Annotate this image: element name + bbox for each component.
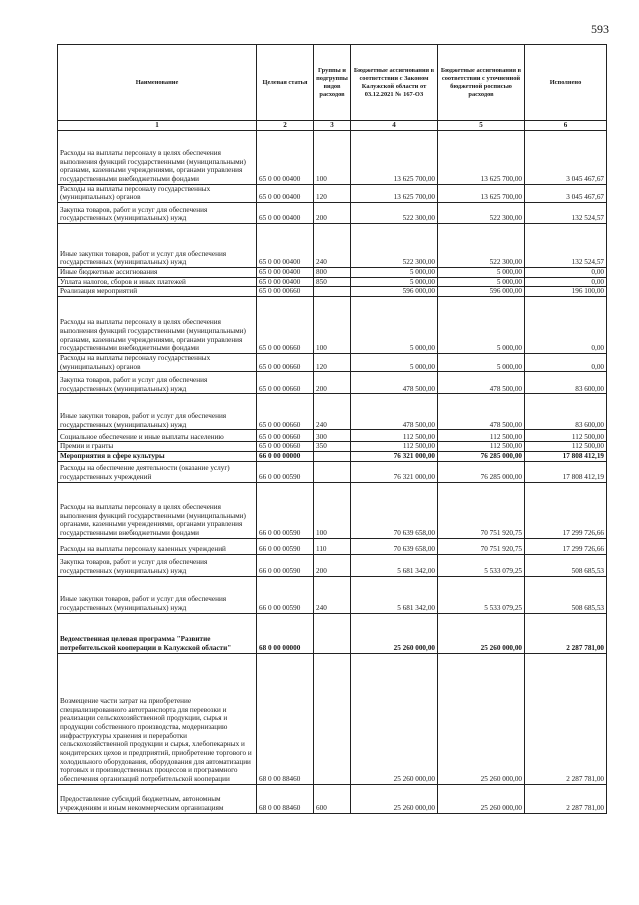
row-budget-revised: 5 000,00 <box>438 277 525 287</box>
row-budget-revised: 5 533 079,25 <box>438 554 525 576</box>
row-target-article: 66 0 00 00590 <box>257 554 314 576</box>
row-budget-revised: 25 260 000,00 <box>438 653 525 784</box>
row-expense-group: 100 <box>314 296 351 353</box>
row-budget-law: 13 625 700,00 <box>351 184 438 202</box>
row-target-article: 68 0 00 88460 <box>257 653 314 784</box>
row-budget-law: 76 321 000,00 <box>351 461 438 482</box>
row-budget-revised: 5 000,00 <box>438 268 525 278</box>
row-budget-revised: 596 000,00 <box>438 287 525 297</box>
row-budget-law: 5 681 342,00 <box>351 576 438 613</box>
row-executed: 196 100,00 <box>525 287 607 297</box>
row-budget-revised: 25 260 000,00 <box>438 613 525 653</box>
row-budget-law: 70 639 658,00 <box>351 538 438 554</box>
row-name: Ведомственная целевая программа "Развитие потребительской кооперации в Калужской области" <box>58 613 257 653</box>
row-name: Расходы на выплаты персоналу государственных (муниципальных) органов <box>58 184 257 202</box>
row-name: Уплата налогов, сборов и иных платежей <box>58 277 257 287</box>
row-expense-group: 110 <box>314 538 351 554</box>
table-row <box>58 784 607 813</box>
table-row <box>58 430 607 442</box>
header-target-article: Целевая статья <box>257 45 314 121</box>
header-budget-law: Бюджетные ассигнования в соответствии с Законом Калужской области от 03.12.2021 № 167-ОЗ <box>351 45 438 121</box>
row-target-article: 65 0 00 00660 <box>257 353 314 371</box>
row-budget-revised: 76 285 000,00 <box>438 461 525 482</box>
row-target-article: 65 0 00 00400 <box>257 277 314 287</box>
column-number: 6 <box>525 121 607 131</box>
row-expense-group: 200 <box>314 372 351 394</box>
row-name: Иные закупки товаров, работ и услуг для обеспечения государственных (муниципальных) нужд <box>58 394 257 430</box>
table-row <box>58 394 607 430</box>
row-budget-revised: 70 751 920,75 <box>438 482 525 538</box>
row-expense-group: 100 <box>314 130 351 184</box>
row-name: Мероприятия в сфере культуры <box>58 451 257 461</box>
row-expense-group: 240 <box>314 224 351 268</box>
row-expense-group <box>314 613 351 653</box>
row-target-article: 68 0 00 88460 <box>257 784 314 813</box>
row-target-article: 65 0 00 00400 <box>257 130 314 184</box>
row-executed: 2 287 781,00 <box>525 784 607 813</box>
row-expense-group: 240 <box>314 394 351 430</box>
row-executed: 2 287 781,00 <box>525 613 607 653</box>
table-row <box>58 224 607 268</box>
row-budget-law: 25 260 000,00 <box>351 653 438 784</box>
table-row <box>58 203 607 224</box>
row-budget-law: 596 000,00 <box>351 287 438 297</box>
row-budget-law: 112 500,00 <box>351 430 438 442</box>
row-target-article: 65 0 00 00400 <box>257 203 314 224</box>
row-target-article: 66 0 00 00590 <box>257 538 314 554</box>
table-row <box>58 482 607 538</box>
row-name: Социальное обеспечение и иные выплаты населению <box>58 430 257 442</box>
row-expense-group: 100 <box>314 482 351 538</box>
row-executed: 0,00 <box>525 353 607 371</box>
row-budget-law: 5 000,00 <box>351 268 438 278</box>
table-row <box>58 268 607 278</box>
row-executed: 17 299 726,66 <box>525 538 607 554</box>
row-target-article: 65 0 00 00660 <box>257 394 314 430</box>
row-name: Реализация мероприятий <box>58 287 257 297</box>
row-executed: 83 600,00 <box>525 394 607 430</box>
row-budget-law: 5 681 342,00 <box>351 554 438 576</box>
row-budget-law: 25 260 000,00 <box>351 784 438 813</box>
header-budget-revised: Бюджетные ассигнования в соответствии с уточненной бюджетной росписью расходов <box>438 45 525 121</box>
row-expense-group: 350 <box>314 442 351 452</box>
column-number: 1 <box>58 121 257 131</box>
row-budget-revised: 13 625 700,00 <box>438 184 525 202</box>
table-row <box>58 184 607 202</box>
row-budget-revised: 5 000,00 <box>438 353 525 371</box>
row-budget-revised: 478 500,00 <box>438 394 525 430</box>
row-name: Иные закупки товаров, работ и услуг для обеспечения государственных (муниципальных) нужд <box>58 224 257 268</box>
row-executed: 0,00 <box>525 277 607 287</box>
row-name: Закупка товаров, работ и услуг для обеспечения государственных (муниципальных) нужд <box>58 372 257 394</box>
row-expense-group <box>314 461 351 482</box>
row-executed: 2 287 781,00 <box>525 653 607 784</box>
row-budget-law: 5 000,00 <box>351 353 438 371</box>
row-name: Расходы на обеспечение деятельности (оказание услуг) государственных учреждений <box>58 461 257 482</box>
table-row <box>58 554 607 576</box>
row-executed: 132 524,57 <box>525 203 607 224</box>
column-number: 5 <box>438 121 525 131</box>
row-budget-revised: 522 300,00 <box>438 224 525 268</box>
page-number: 593 <box>591 22 609 36</box>
row-budget-revised: 76 285 000,00 <box>438 451 525 461</box>
row-executed: 508 685,53 <box>525 554 607 576</box>
row-budget-law: 478 500,00 <box>351 394 438 430</box>
row-expense-group: 850 <box>314 277 351 287</box>
column-number-row <box>58 121 607 131</box>
table-row <box>58 613 607 653</box>
row-budget-law: 478 500,00 <box>351 372 438 394</box>
row-target-article: 65 0 00 00660 <box>257 372 314 394</box>
table-row <box>58 451 607 461</box>
row-target-article: 65 0 00 00660 <box>257 442 314 452</box>
row-name: Расходы на выплаты персоналу в целях обеспечения выполнения функций государственными (муниципальными) органами, казенными учреждениями, органами управления государственными внебюджетными фондами <box>58 296 257 353</box>
header-row <box>58 45 607 121</box>
row-budget-law: 25 260 000,00 <box>351 613 438 653</box>
row-name: Закупка товаров, работ и услуг для обеспечения государственных (муниципальных) нужд <box>58 203 257 224</box>
table-row <box>58 130 607 184</box>
table-row <box>58 576 607 613</box>
row-executed: 3 045 467,67 <box>525 184 607 202</box>
table-row <box>58 442 607 452</box>
budget-table <box>57 44 607 814</box>
row-name: Расходы на выплаты персоналу в целях обеспечения выполнения функций государственными (муниципальными) органами, казенными учреждениями, органами управления государственными внебюджетными фондами <box>58 482 257 538</box>
row-name: Возмещение части затрат на приобретение специализированного автотранспорта для перевозки и реализации сельскохозяйственной продукции, сырья и продукции собственного производства, модернизацию инфраструктуры хранения и переработки сельскохозяйственной продукции и сырья, хлебопекарных и кондитерских цехов и предприятий, приобретение торгового и холодильного оборудования, оборудования для автоматизации торговых и производственных процессов и программного обеспечения организаций потребительской кооперации <box>58 653 257 784</box>
row-budget-law: 76 321 000,00 <box>351 451 438 461</box>
header-expense-group: Группы и подгруппы видов расходов <box>314 45 351 121</box>
row-name: Иные бюджетные ассигнования <box>58 268 257 278</box>
header-executed: Исполнено <box>525 45 607 121</box>
row-expense-group: 800 <box>314 268 351 278</box>
row-budget-revised: 5 000,00 <box>438 296 525 353</box>
row-target-article: 66 0 00 00590 <box>257 482 314 538</box>
row-budget-law: 522 300,00 <box>351 203 438 224</box>
row-executed: 0,00 <box>525 268 607 278</box>
table-row <box>58 538 607 554</box>
row-name: Расходы на выплаты персоналу казенных учреждений <box>58 538 257 554</box>
table-row <box>58 296 607 353</box>
header-name: Наименование <box>58 45 257 121</box>
row-executed: 112 500,00 <box>525 430 607 442</box>
row-target-article: 65 0 00 00660 <box>257 430 314 442</box>
row-budget-revised: 112 500,00 <box>438 430 525 442</box>
row-target-article: 66 0 00 00000 <box>257 451 314 461</box>
row-expense-group <box>314 287 351 297</box>
row-executed: 83 600,00 <box>525 372 607 394</box>
row-target-article: 65 0 00 00660 <box>257 287 314 297</box>
row-budget-revised: 70 751 920,75 <box>438 538 525 554</box>
row-budget-law: 5 000,00 <box>351 277 438 287</box>
column-number: 3 <box>314 121 351 131</box>
row-budget-revised: 13 625 700,00 <box>438 130 525 184</box>
row-executed: 17 808 412,19 <box>525 461 607 482</box>
table-row <box>58 372 607 394</box>
row-expense-group <box>314 451 351 461</box>
table-row <box>58 461 607 482</box>
row-budget-revised: 25 260 000,00 <box>438 784 525 813</box>
row-executed: 0,00 <box>525 296 607 353</box>
row-expense-group: 120 <box>314 184 351 202</box>
row-expense-group: 200 <box>314 554 351 576</box>
row-budget-revised: 5 533 079,25 <box>438 576 525 613</box>
row-target-article: 66 0 00 00590 <box>257 576 314 613</box>
row-target-article: 66 0 00 00590 <box>257 461 314 482</box>
row-target-article: 65 0 00 00400 <box>257 268 314 278</box>
table-body <box>58 130 607 813</box>
row-expense-group: 120 <box>314 353 351 371</box>
table-row <box>58 353 607 371</box>
row-target-article: 65 0 00 00660 <box>257 296 314 353</box>
row-target-article: 65 0 00 00400 <box>257 184 314 202</box>
table-row <box>58 277 607 287</box>
row-budget-revised: 522 300,00 <box>438 203 525 224</box>
row-target-article: 65 0 00 00400 <box>257 224 314 268</box>
row-executed: 17 808 412,19 <box>525 451 607 461</box>
row-expense-group: 600 <box>314 784 351 813</box>
row-expense-group <box>314 653 351 784</box>
row-name: Предоставление субсидий бюджетным, автономным учреждениям и иным некоммерческим организациям <box>58 784 257 813</box>
row-executed: 508 685,53 <box>525 576 607 613</box>
row-name: Расходы на выплаты персоналу государственных (муниципальных) органов <box>58 353 257 371</box>
row-executed: 17 299 726,66 <box>525 482 607 538</box>
table-row <box>58 287 607 297</box>
row-budget-law: 70 639 658,00 <box>351 482 438 538</box>
row-budget-revised: 112 500,00 <box>438 442 525 452</box>
row-budget-law: 13 625 700,00 <box>351 130 438 184</box>
row-target-article: 68 0 00 00000 <box>257 613 314 653</box>
row-budget-law: 5 000,00 <box>351 296 438 353</box>
row-name: Иные закупки товаров, работ и услуг для обеспечения государственных (муниципальных) нужд <box>58 576 257 613</box>
column-number: 4 <box>351 121 438 131</box>
row-name: Закупка товаров, работ и услуг для обеспечения государственных (муниципальных) нужд <box>58 554 257 576</box>
row-budget-revised: 478 500,00 <box>438 372 525 394</box>
row-executed: 132 524,57 <box>525 224 607 268</box>
row-expense-group: 300 <box>314 430 351 442</box>
row-name: Премии и гранты <box>58 442 257 452</box>
row-executed: 112 500,00 <box>525 442 607 452</box>
row-expense-group: 200 <box>314 203 351 224</box>
row-executed: 3 045 467,67 <box>525 130 607 184</box>
row-expense-group: 240 <box>314 576 351 613</box>
row-name: Расходы на выплаты персоналу в целях обеспечения выполнения функций государственными (муниципальными) органами, казенными учреждениями, органами управления государственными внебюджетными фондами <box>58 130 257 184</box>
column-number: 2 <box>257 121 314 131</box>
row-budget-law: 522 300,00 <box>351 224 438 268</box>
row-budget-law: 112 500,00 <box>351 442 438 452</box>
table-row <box>58 653 607 784</box>
